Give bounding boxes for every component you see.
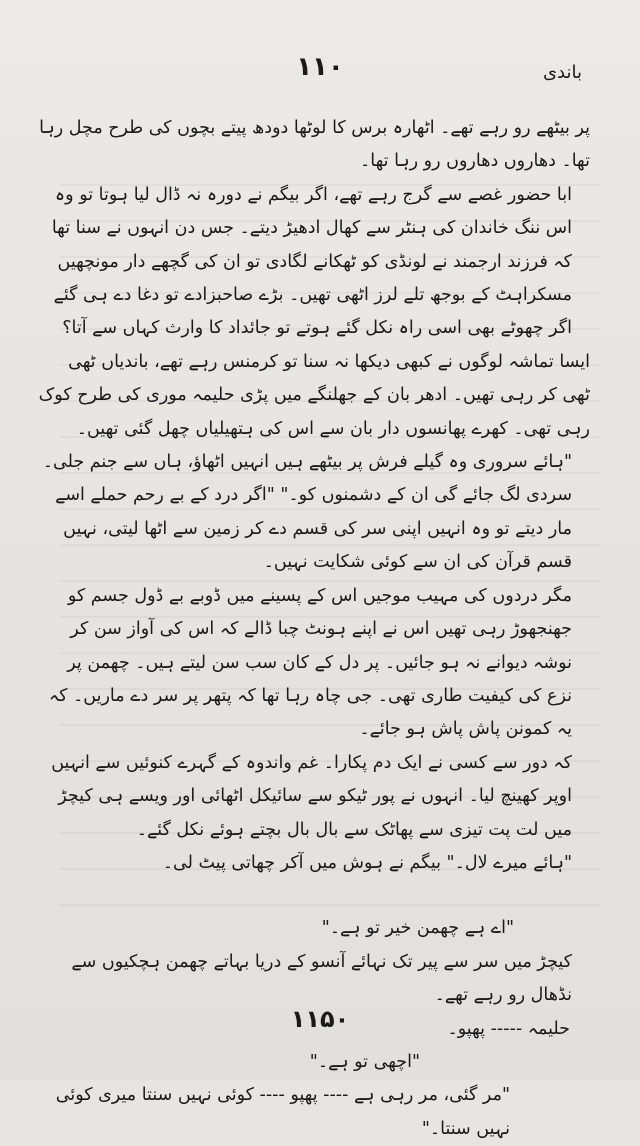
dialogue-line: حلیمہ ----- پھپو۔	[447, 1018, 570, 1039]
page-text-body	[38, 112, 590, 1146]
dialogue-line: کیچڑ میں سر سے پیر تک نہائے آنسو کے دریا بہاتے چھمن ہچکیوں سے نڈھال رو رہے تھے۔	[71, 951, 572, 1006]
paragraph: کہ دور سے کسی نے ایک دم پکارا۔ غم واندوہ کے گہرے کنوئیں سے انہیں اوپر کھینچ لیا۔ انہوں نے پور ٹیکو سے سائیکل اٹھائی اور ویسے ہی کیچڑ میں لت پت تیزی سے پھاٹک سے بال بال بچتے ہوئے نکل گئے۔	[51, 752, 572, 840]
paragraph: پر بیٹھے رو رہے تھے۔ اٹھارہ برس کا لوٹھا دودھ پیتے بچوں کی طرح مچل رہا تھا۔ دھاروں دھاروں رو رہا تھا۔	[39, 118, 590, 172]
paragraph: ابا حضور غصے سے گرج رہے تھے، اگر بیگم نے دورہ نہ ڈال لیا ہوتا تو وہ اس ننگ خاندان کی ہنٹر سے کھال ادھیڑ دیتے۔ جس دن انہوں نے سنا تھا کہ فرزند ارجمند نے لونڈی کو ٹھکانے لگادی تو ان کی گچھے دار مونچھیں مسکراہٹ کے بوجھ تلے لرز اٹھی تھیں۔ بڑے صاحبزادے تو دغا دے ہی گئے اگر چھوٹے بھی اسی راہ نکل گئے ہوتے تو جائداد کا وارث کہاں سے آتا؟	[51, 184, 572, 339]
dialogue-line: "اے ہے چھمن خیر تو ہے۔"	[321, 918, 514, 939]
footer-page-number: ۱۱۵۰	[290, 1005, 350, 1033]
paragraph: "ہائے میرے لال۔" بیگم نے ہوش میں آکر چھاتی پیٹ لی۔	[162, 852, 572, 873]
running-header-book-title: باندی	[542, 62, 582, 83]
paragraph: ایسا تماشہ لوگوں نے کبھی دیکھا نہ سنا تو کرمنس رہے تھے، باندیاں ٹھی ٹھی کر رہی تھیں۔ ادھر بان کے جھلنگے میں پڑی حلیمہ موری کی طرح کوک رہی تھی۔ کھرے پھانسوں دار بان سے اس کی ہتھیلیاں چھل گئی تھیں۔	[38, 351, 590, 439]
dialogue-line: "مر گئی، مر رہی ہے ---- پھپو ---- کوئی نہیں سنتا میری کوئی نہیں سنتا۔"	[55, 1085, 510, 1139]
dialogue-line: "اچھی تو ہے۔"	[309, 1051, 420, 1072]
header-page-number: ۱۱۰	[296, 52, 344, 82]
paragraph: "ہائے سروری وہ گیلے فرش پر بیٹھے ہیں انہیں اٹھاؤ، ہاں سے جنم جلی۔ سردی لگ جائے گی ان کے دشمنوں کو۔" "اگر درد کے بے رحم حملے اسے مار دیتے تو وہ انہیں اپنی سر کی قسم دے کر زمین سے اٹھا لیتی، نہیں قسم قرآن کی ان سے کوئی شکایت نہیں۔	[42, 452, 572, 573]
paragraph: مگر دردوں کی مہیب موجیں اس کے پسینے میں ڈوبے بے ڈول جسم کو جھنجھوڑ رہی تھیں اس نے اپنے ہونٹ چبا ڈالے کہ اس کی آواز سن کر نوشہ دیوانے نہ ہو جائیں۔ پر دل کے کان سب سن لیتے ہیں۔ چھمن پر نزع کی کیفیت طاری تھی۔ جی چاہ رہا تھا کہ پتھر پر سر دے ماریں۔ کہ یہ کمونن پاش پاش ہو جائے۔	[48, 585, 572, 740]
